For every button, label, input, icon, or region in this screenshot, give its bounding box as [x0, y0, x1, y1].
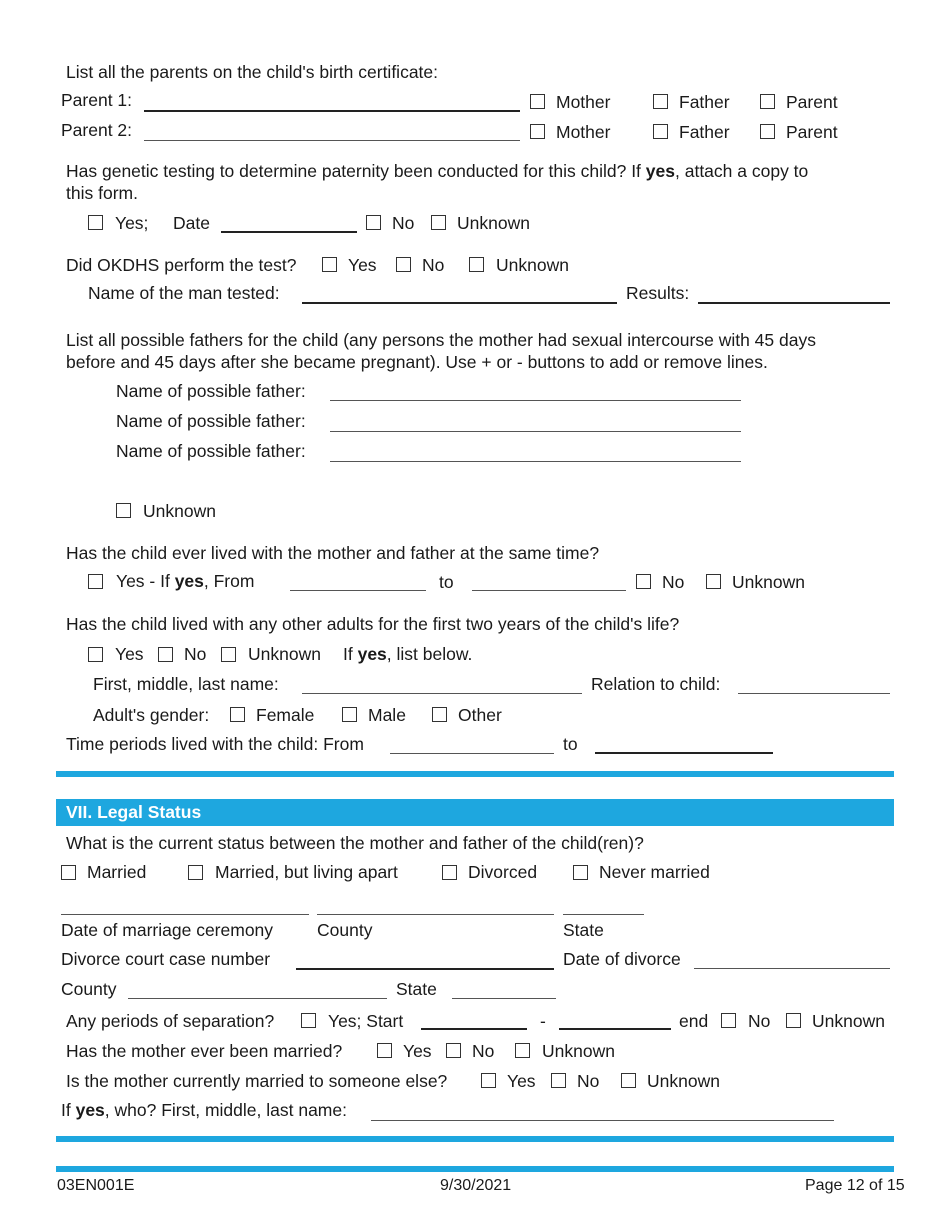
separation-no-label: No	[748, 1011, 771, 1031]
okdhs-yes-label: Yes	[348, 255, 377, 275]
marriage-date-field[interactable]	[61, 914, 309, 915]
parent1-mother-label: Mother	[556, 92, 611, 112]
adults-unknown-label: Unknown	[248, 644, 321, 664]
mother-married-question: Has the mother ever been married?	[66, 1041, 343, 1061]
divorce-county-label: County	[61, 979, 117, 999]
periods-to-label: to	[563, 734, 578, 754]
gender-other-label: Other	[458, 705, 502, 725]
parent2-father-label: Father	[679, 122, 730, 142]
parent2-label: Parent 2:	[61, 120, 133, 140]
divorced-label: Divorced	[468, 862, 538, 882]
parent2-parent-label: Parent	[786, 122, 838, 142]
footer-divider	[56, 1166, 894, 1172]
adult-name-label: First, middle, last name:	[93, 674, 279, 694]
gender-male-label: Male	[368, 705, 406, 725]
marriage-date-label: Date of marriage ceremony	[61, 920, 274, 940]
divorce-case-label: Divorce court case number	[61, 949, 271, 969]
genetic-date-label: Date	[173, 213, 210, 233]
okdhs-yes-checkbox[interactable]	[322, 257, 337, 272]
separation-dash: -	[540, 1011, 546, 1031]
adults-unknown-checkbox[interactable]	[221, 647, 236, 662]
okdhs-question: Did OKDHS perform the test?	[66, 255, 297, 275]
genetic-yes-label: Yes;	[115, 213, 149, 233]
adults-yes-checkbox[interactable]	[88, 647, 103, 662]
mother-current-unknown-checkbox[interactable]	[621, 1073, 636, 1088]
gender-label: Adult's gender:	[93, 705, 210, 725]
okdhs-unknown-checkbox[interactable]	[469, 257, 484, 272]
marriage-county-label: County	[317, 920, 373, 940]
divorced-checkbox[interactable]	[442, 865, 457, 880]
adult-name-field[interactable]	[302, 693, 582, 694]
married-checkbox[interactable]	[61, 865, 76, 880]
mother-married-unknown-label: Unknown	[542, 1041, 615, 1061]
section-divider	[56, 1136, 894, 1142]
form-id: 03EN001E	[57, 1177, 135, 1194]
parent1-name-field[interactable]	[144, 110, 520, 112]
divorce-case-field[interactable]	[296, 968, 554, 970]
parent2-parent-checkbox[interactable]	[760, 124, 775, 139]
separation-start-field[interactable]	[421, 1028, 527, 1030]
spouse-name-label: If yes, who? First, middle, last name:	[61, 1100, 347, 1120]
possible-father-field[interactable]	[330, 431, 741, 432]
fathers-unknown-label: Unknown	[143, 501, 216, 521]
parent2-name-field[interactable]	[144, 140, 520, 141]
results-field[interactable]	[698, 302, 890, 304]
mother-current-unknown-label: Unknown	[647, 1071, 720, 1091]
divorce-date-field[interactable]	[694, 968, 890, 969]
separation-unknown-label: Unknown	[812, 1011, 885, 1031]
legal-question: What is the current status between the mother and father of the child(ren)?	[66, 833, 644, 853]
mother-current-no-label: No	[577, 1071, 600, 1091]
possible-father-field[interactable]	[330, 461, 741, 462]
divorce-date-label: Date of divorce	[563, 949, 681, 969]
parent1-label: Parent 1:	[61, 90, 133, 110]
mother-current-yes-label: Yes	[507, 1071, 536, 1091]
separation-end-label: end	[679, 1011, 709, 1031]
lived-no-label: No	[662, 572, 685, 592]
relation-field[interactable]	[738, 693, 890, 694]
okdhs-unknown-label: Unknown	[496, 255, 569, 275]
gender-female-checkbox[interactable]	[230, 707, 245, 722]
genetic-question: Has genetic testing to determine paternity been conducted for this child? If yes, attach a copy to	[66, 161, 809, 181]
parent2-mother-checkbox[interactable]	[530, 124, 545, 139]
genetic-unknown-checkbox[interactable]	[431, 215, 446, 230]
separation-unknown-checkbox[interactable]	[786, 1013, 801, 1028]
separation-end-field[interactable]	[559, 1028, 671, 1030]
separation-no-checkbox[interactable]	[721, 1013, 736, 1028]
gender-female-label: Female	[256, 705, 315, 725]
lived-unknown-label: Unknown	[732, 572, 805, 592]
section-header-legal-status: VII. Legal Status	[56, 799, 894, 826]
fathers-intro-line1: List all possible fathers for the child (any persons the mother had sexual intercourse with 45 days	[66, 330, 816, 350]
fathers-intro-line2: before and 45 days after she became pregnant). Use + or - buttons to add or remove lines.	[66, 352, 768, 372]
parent2-father-checkbox[interactable]	[653, 124, 668, 139]
gender-other-checkbox[interactable]	[432, 707, 447, 722]
lived-no-checkbox[interactable]	[636, 574, 651, 589]
lived-to-label: to	[439, 572, 454, 592]
periods-from-field[interactable]	[390, 753, 554, 754]
mother-married-yes-checkbox[interactable]	[377, 1043, 392, 1058]
genetic-yes-checkbox[interactable]	[88, 215, 103, 230]
fathers-unknown-checkbox[interactable]	[116, 503, 131, 518]
genetic-unknown-label: Unknown	[457, 213, 530, 233]
possible-father-field[interactable]	[330, 400, 741, 401]
never-married-checkbox[interactable]	[573, 865, 588, 880]
parent1-mother-checkbox[interactable]	[530, 94, 545, 109]
marriage-county-field[interactable]	[317, 914, 554, 915]
parent1-parent-checkbox[interactable]	[760, 94, 775, 109]
never-married-label: Never married	[599, 862, 710, 882]
divorce-county-field[interactable]	[128, 998, 387, 999]
parent1-father-checkbox[interactable]	[653, 94, 668, 109]
divorce-state-label: State	[396, 979, 437, 999]
genetic-question-line2: this form.	[66, 183, 138, 203]
okdhs-no-label: No	[422, 255, 445, 275]
parent1-father-label: Father	[679, 92, 730, 112]
parents-intro: List all the parents on the child's birth certificate:	[66, 62, 439, 82]
adults-list-below: If yes, list below.	[343, 644, 473, 664]
okdhs-no-checkbox[interactable]	[396, 257, 411, 272]
adults-yes-label: Yes	[115, 644, 144, 664]
gender-male-checkbox[interactable]	[342, 707, 357, 722]
parent2-mother-label: Mother	[556, 122, 611, 142]
mother-current-yes-checkbox[interactable]	[481, 1073, 496, 1088]
page-number: Page 12 of 15	[805, 1177, 905, 1194]
lived-yes-checkbox[interactable]	[88, 574, 103, 589]
spouse-name-field[interactable]	[371, 1120, 834, 1121]
parent1-parent-label: Parent	[786, 92, 838, 112]
lived-question: Has the child ever lived with the mother and father at the same time?	[66, 543, 600, 563]
married-apart-checkbox[interactable]	[188, 865, 203, 880]
lived-yes-label: Yes - If yes, From	[116, 571, 255, 591]
married-apart-label: Married, but living apart	[215, 862, 398, 882]
form-date: 9/30/2021	[440, 1177, 512, 1194]
married-label: Married	[87, 862, 147, 882]
separation-yes-checkbox[interactable]	[301, 1013, 316, 1028]
genetic-no-checkbox[interactable]	[366, 215, 381, 230]
adults-no-checkbox[interactable]	[158, 647, 173, 662]
divorce-state-field[interactable]	[452, 998, 556, 999]
possible-father-label: Name of possible father:	[116, 441, 306, 461]
lived-from-field[interactable]	[290, 590, 426, 591]
possible-father-label: Name of possible father:	[116, 381, 306, 401]
mother-current-question: Is the mother currently married to someone else?	[66, 1071, 448, 1091]
periods-to-field[interactable]	[595, 752, 773, 754]
separation-yes-label: Yes; Start	[328, 1011, 404, 1031]
results-label: Results:	[626, 283, 690, 303]
man-tested-label: Name of the man tested:	[88, 283, 280, 303]
section-divider	[56, 771, 894, 777]
lived-to-field[interactable]	[472, 590, 626, 591]
relation-label: Relation to child:	[591, 674, 721, 694]
marriage-state-label: State	[563, 920, 604, 940]
mother-married-no-checkbox[interactable]	[446, 1043, 461, 1058]
mother-married-yes-label: Yes	[403, 1041, 432, 1061]
periods-label: Time periods lived with the child: From	[66, 734, 364, 754]
mother-current-no-checkbox[interactable]	[551, 1073, 566, 1088]
mother-married-no-label: No	[472, 1041, 495, 1061]
genetic-date-field[interactable]	[221, 231, 357, 233]
lived-unknown-checkbox[interactable]	[706, 574, 721, 589]
possible-father-label: Name of possible father:	[116, 411, 306, 431]
marriage-state-field[interactable]	[563, 914, 644, 915]
separation-question: Any periods of separation?	[66, 1011, 275, 1031]
mother-married-unknown-checkbox[interactable]	[515, 1043, 530, 1058]
man-tested-field[interactable]	[302, 302, 617, 304]
adults-no-label: No	[184, 644, 207, 664]
genetic-no-label: No	[392, 213, 415, 233]
adults-question: Has the child lived with any other adults for the first two years of the child's life?	[66, 614, 680, 634]
